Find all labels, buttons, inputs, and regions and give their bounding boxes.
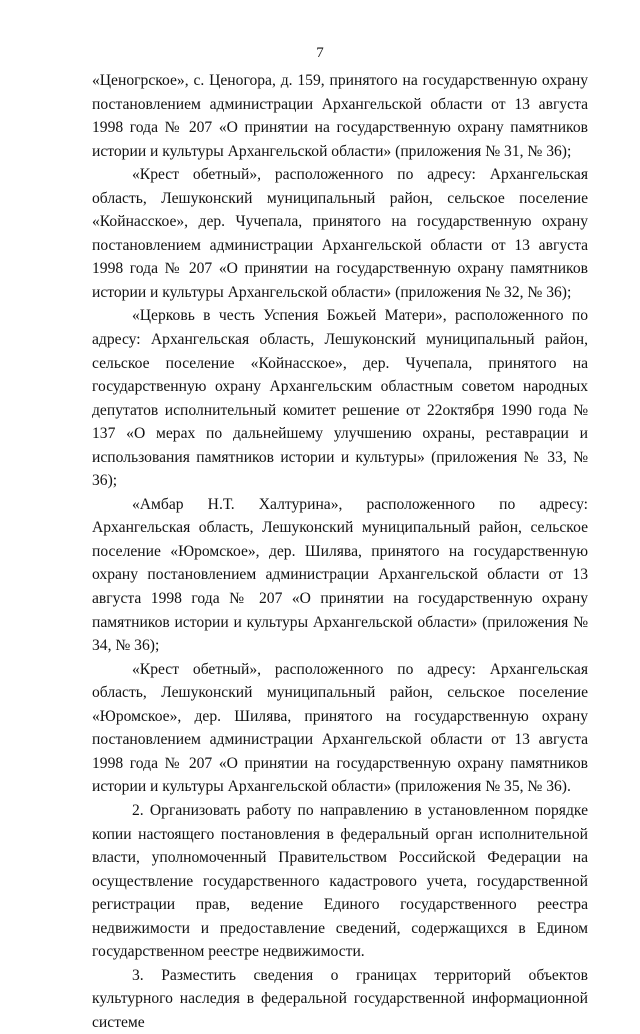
paragraph-tserkov-uspeniya: «Церковь в честь Успения Божьей Матери», расположенного по адресу: Архангельская область, Лешуконский муниципальный район, сельское поселение «Койнасское», дер. Чучепала, принятого на государственную охрану Архангельским областным советом народных депутатов исполнительный комитет решение от 22октября 1990 года № 137 «О мерах по дальнейшему улучшению охраны, реставрации и использования памятников истории и культуры» (приложения № 33, № 36); bbox=[92, 307, 588, 490]
paragraph-krest-koinasskoe: «Крест обетный», расположенного по адресу: Архангельская область, Лешуконский муниципальный район, сельское поселение «Койнасское», дер. Чучепала, принятого на государственную охрану постановлением администрации Архангельской области от 13 августа 1998 года № 207 «О принятии на государственную охрану памятников истории и культуры Архангельской области» (приложения № 32, № 36); bbox=[92, 166, 588, 301]
paragraph-krest-yuromskoe: «Крест обетный», расположенного по адресу: Архангельская область, Лешуконский муниципальный район, сельское поселение «Юромское», дер. Шилява, принятого на государственную охрану постановлением администрации Архангельской области от 13 августа 1998 года № 207 «О принятии на государственную охрану памятников истории и культуры Архангельской области» (приложения № 35, № 36). bbox=[92, 660, 588, 796]
paragraph-continuation-tsenogorskoe: «Ценогрское», с. Ценогора, д. 159, принятого на государственную охрану постановлением администрации Архангельской области от 13 августа 1998 года № 207 «О принятии на государственную охрану памятников истории и культуры Архангельской области» (приложения № 31, № 36); bbox=[92, 72, 588, 160]
paragraph-ambar-khalturina: «Амбар Н.Т. Халтурина», расположенного по адресу: Архангельская область, Лешуконский муниципальный район, сельское поселение «Юромское», дер. Шилява, принятого на государственную охрану постановлением администрации Архангельской области от 13 августа 1998 года № 207 «О принятии на государственную охрану памятников истории и культуры Архангельской области» (приложения № 34, № 36); bbox=[92, 495, 588, 655]
document-body bbox=[92, 69, 588, 1034]
paragraph-item-3: 3. Разместить сведения о границах территорий объектов культурного наследия в федеральной государственной информационной системе bbox=[92, 966, 588, 1031]
page-number: 7 bbox=[316, 45, 324, 61]
paragraph-item-2: 2. Организовать работу по направлению в установленном порядке копии настоящего постановления в федеральный орган исполнительной власти, уполномоченный Правительством Российской Федерации на осуществление государственного кадастрового учета, государственной регистрации прав, ведение Единого государственного реестра недвижимости и предоставление сведений, содержащихся в Едином государственном реестре недвижимости. bbox=[92, 801, 588, 961]
